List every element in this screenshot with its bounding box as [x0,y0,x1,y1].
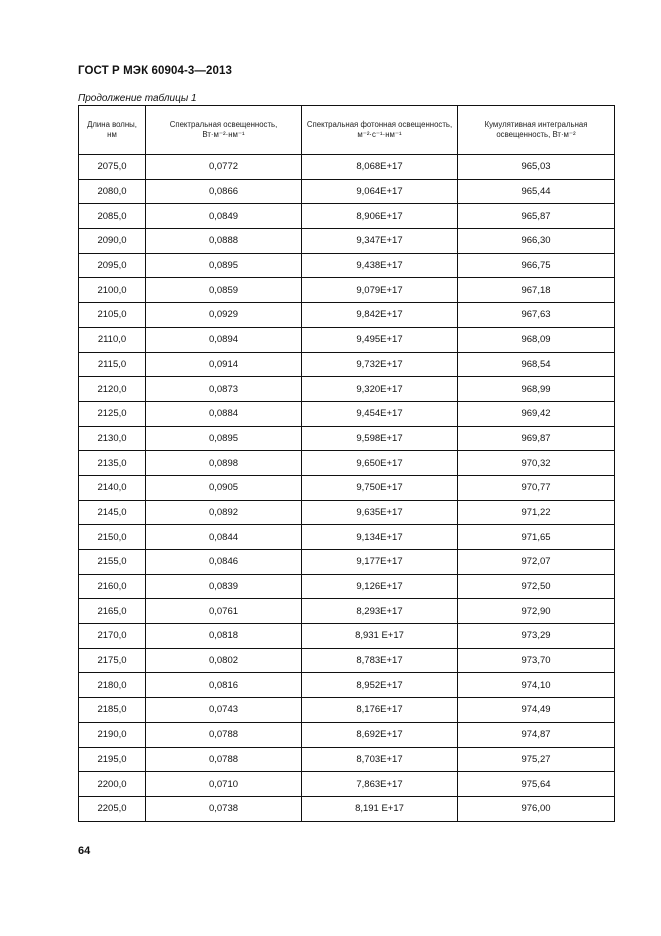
cell-cumulative-irradiance: 965,87 [458,204,615,229]
cell-cumulative-irradiance: 976,00 [458,796,615,821]
cell-spectral-irradiance: 0,0849 [146,204,302,229]
table-row [79,475,615,500]
cell-spectral-irradiance: 0,0873 [146,377,302,402]
cell-wavelength: 2130,0 [79,426,146,451]
cell-cumulative-irradiance: 970,32 [458,451,615,476]
table-row [79,796,615,821]
cell-cumulative-irradiance: 971,65 [458,525,615,550]
cell-spectral-irradiance: 0,0892 [146,500,302,525]
cell-photon-irradiance: 9,842E+17 [302,303,458,328]
table-row [79,574,615,599]
cell-wavelength: 2105,0 [79,303,146,328]
table-row [79,698,615,723]
cell-wavelength: 2170,0 [79,624,146,649]
cell-photon-irradiance: 9,177E+17 [302,550,458,575]
cell-photon-irradiance: 8,931 E+17 [302,624,458,649]
cell-spectral-irradiance: 0,0788 [146,747,302,772]
cell-photon-irradiance: 9,732E+17 [302,352,458,377]
cell-wavelength: 2155,0 [79,550,146,575]
cell-photon-irradiance: 8,783E+17 [302,648,458,673]
cell-wavelength: 2075,0 [79,155,146,180]
cell-cumulative-irradiance: 966,30 [458,229,615,254]
document-header: ГОСТ Р МЭК 60904-3—2013 [78,65,232,77]
cell-photon-irradiance: 8,293E+17 [302,599,458,624]
cell-cumulative-irradiance: 975,27 [458,747,615,772]
cell-spectral-irradiance: 0,0866 [146,179,302,204]
cell-spectral-irradiance: 0,0894 [146,327,302,352]
table-row [79,377,615,402]
column-header-photon-irradiance: Спектральная фотонная освещенность, м⁻²·с⁻¹·нм⁻¹ [302,106,458,155]
cell-spectral-irradiance: 0,0846 [146,550,302,575]
cell-spectral-irradiance: 0,0761 [146,599,302,624]
cell-photon-irradiance: 9,650E+17 [302,451,458,476]
cell-wavelength: 2125,0 [79,401,146,426]
column-header-wavelength: Длина волны, нм [79,106,146,155]
cell-spectral-irradiance: 0,0898 [146,451,302,476]
cell-photon-irradiance: 9,064E+17 [302,179,458,204]
cell-cumulative-irradiance: 970,77 [458,475,615,500]
cell-cumulative-irradiance: 972,90 [458,599,615,624]
table-row [79,204,615,229]
cell-photon-irradiance: 9,347E+17 [302,229,458,254]
cell-wavelength: 2160,0 [79,574,146,599]
cell-cumulative-irradiance: 974,87 [458,722,615,747]
cell-cumulative-irradiance: 969,87 [458,426,615,451]
column-header-spectral-irradiance: Спектральная освещенность, Вт·м⁻²·нм⁻¹ [146,106,302,155]
cell-cumulative-irradiance: 971,22 [458,500,615,525]
cell-cumulative-irradiance: 967,63 [458,303,615,328]
cell-spectral-irradiance: 0,0844 [146,525,302,550]
cell-wavelength: 2165,0 [79,599,146,624]
table-row [79,624,615,649]
table-row [79,401,615,426]
cell-spectral-irradiance: 0,0816 [146,673,302,698]
cell-cumulative-irradiance: 973,29 [458,624,615,649]
cell-wavelength: 2190,0 [79,722,146,747]
cell-spectral-irradiance: 0,0738 [146,796,302,821]
table-row [79,747,615,772]
cell-photon-irradiance: 9,598E+17 [302,426,458,451]
cell-photon-irradiance: 9,320E+17 [302,377,458,402]
cell-photon-irradiance: 9,750E+17 [302,475,458,500]
cell-cumulative-irradiance: 968,54 [458,352,615,377]
cell-spectral-irradiance: 0,0859 [146,278,302,303]
cell-photon-irradiance: 9,635E+17 [302,500,458,525]
table-row [79,550,615,575]
cell-wavelength: 2145,0 [79,500,146,525]
table-row [79,229,615,254]
cell-cumulative-irradiance: 966,75 [458,253,615,278]
table-row [79,525,615,550]
table-row [79,179,615,204]
cell-wavelength: 2195,0 [79,747,146,772]
cell-photon-irradiance: 8,703E+17 [302,747,458,772]
cell-cumulative-irradiance: 968,09 [458,327,615,352]
cell-wavelength: 2200,0 [79,772,146,797]
cell-photon-irradiance: 9,438E+17 [302,253,458,278]
cell-spectral-irradiance: 0,0888 [146,229,302,254]
cell-spectral-irradiance: 0,0788 [146,722,302,747]
table-row [79,327,615,352]
cell-wavelength: 2135,0 [79,451,146,476]
cell-cumulative-irradiance: 975,64 [458,772,615,797]
table-row [79,599,615,624]
cell-wavelength: 2205,0 [79,796,146,821]
cell-wavelength: 2120,0 [79,377,146,402]
table-row [79,303,615,328]
column-header-cumulative-irradiance: Кумулятивная интегральная освещенность, Вт·м⁻² [458,106,615,155]
cell-wavelength: 2150,0 [79,525,146,550]
table-row [79,673,615,698]
cell-photon-irradiance: 7,863E+17 [302,772,458,797]
cell-cumulative-irradiance: 965,44 [458,179,615,204]
cell-photon-irradiance: 8,692E+17 [302,722,458,747]
cell-wavelength: 2140,0 [79,475,146,500]
cell-spectral-irradiance: 0,0802 [146,648,302,673]
cell-wavelength: 2185,0 [79,698,146,723]
cell-wavelength: 2100,0 [79,278,146,303]
table-row [79,352,615,377]
cell-spectral-irradiance: 0,0895 [146,426,302,451]
table-body [79,155,615,822]
table-row [79,500,615,525]
cell-cumulative-irradiance: 973,70 [458,648,615,673]
cell-spectral-irradiance: 0,0929 [146,303,302,328]
cell-spectral-irradiance: 0,0743 [146,698,302,723]
cell-cumulative-irradiance: 965,03 [458,155,615,180]
table-row [79,426,615,451]
cell-photon-irradiance: 8,068E+17 [302,155,458,180]
cell-photon-irradiance: 9,454E+17 [302,401,458,426]
cell-spectral-irradiance: 0,0884 [146,401,302,426]
cell-wavelength: 2175,0 [79,648,146,673]
cell-spectral-irradiance: 0,0710 [146,772,302,797]
cell-photon-irradiance: 8,952E+17 [302,673,458,698]
cell-wavelength: 2095,0 [79,253,146,278]
cell-cumulative-irradiance: 972,50 [458,574,615,599]
cell-photon-irradiance: 9,079E+17 [302,278,458,303]
cell-photon-irradiance: 8,191 E+17 [302,796,458,821]
cell-spectral-irradiance: 0,0772 [146,155,302,180]
table-caption: Продолжение таблицы 1 [78,93,197,104]
table-row [79,722,615,747]
cell-wavelength: 2180,0 [79,673,146,698]
page-number: 64 [78,845,91,857]
table-header-row [79,106,615,155]
cell-cumulative-irradiance: 974,49 [458,698,615,723]
data-table [78,105,615,822]
cell-photon-irradiance: 8,176E+17 [302,698,458,723]
cell-wavelength: 2085,0 [79,204,146,229]
table-row [79,253,615,278]
cell-cumulative-irradiance: 968,99 [458,377,615,402]
cell-wavelength: 2115,0 [79,352,146,377]
cell-wavelength: 2110,0 [79,327,146,352]
cell-spectral-irradiance: 0,0905 [146,475,302,500]
cell-wavelength: 2090,0 [79,229,146,254]
cell-spectral-irradiance: 0,0818 [146,624,302,649]
cell-photon-irradiance: 9,134E+17 [302,525,458,550]
cell-cumulative-irradiance: 967,18 [458,278,615,303]
cell-photon-irradiance: 9,495E+17 [302,327,458,352]
cell-spectral-irradiance: 0,0895 [146,253,302,278]
cell-cumulative-irradiance: 969,42 [458,401,615,426]
cell-photon-irradiance: 9,126E+17 [302,574,458,599]
cell-photon-irradiance: 8,906E+17 [302,204,458,229]
cell-cumulative-irradiance: 974,10 [458,673,615,698]
cell-wavelength: 2080,0 [79,179,146,204]
table-row [79,155,615,180]
cell-cumulative-irradiance: 972,07 [458,550,615,575]
cell-spectral-irradiance: 0,0914 [146,352,302,377]
table-row [79,772,615,797]
table-row [79,451,615,476]
table-row [79,648,615,673]
cell-spectral-irradiance: 0,0839 [146,574,302,599]
table-row [79,278,615,303]
